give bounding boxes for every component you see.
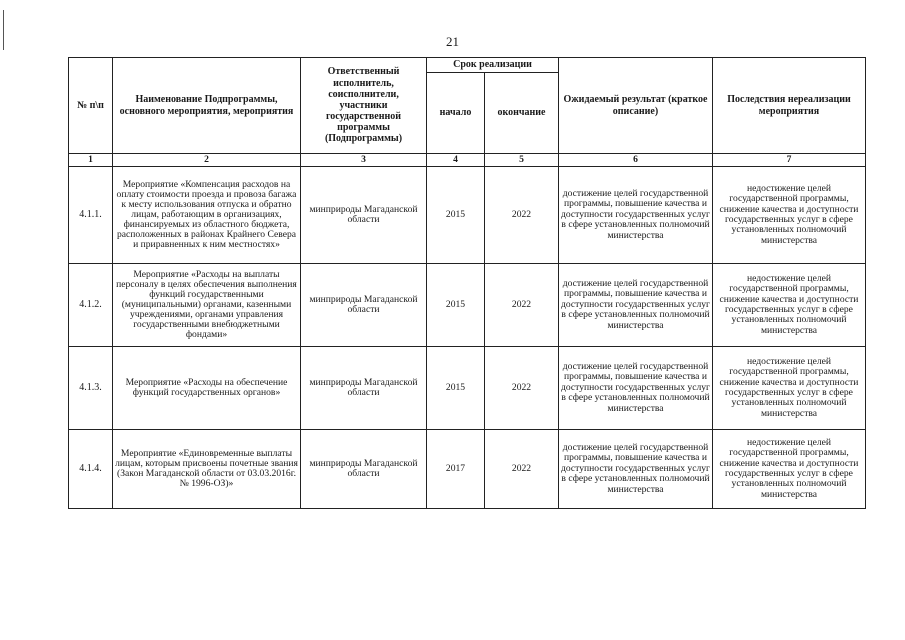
expected-result: достижение целей государственной программы, повышение качества и доступности государственных услуг в сфере установленных полномочий министерства xyxy=(559,430,713,509)
header-start: начало xyxy=(427,73,485,154)
term-end: 2022 xyxy=(485,167,559,264)
non-implementation-consequences: недостижение целей государственной программы, снижение качества и доступности государственных услуг в сфере установленных полномочий министерства xyxy=(713,264,866,347)
header-num: № п\п xyxy=(69,58,113,154)
activity-name: Мероприятие «Расходы на выплаты персоналу в целях обеспечения выполнения функций государственными (муниципальными) органами, казенными учреждениями, органами управления государственными внебюджетными фондами» xyxy=(113,264,301,347)
table-header-row xyxy=(69,58,866,73)
column-number: 6 xyxy=(559,154,713,167)
column-number: 2 xyxy=(113,154,301,167)
term-end: 2022 xyxy=(485,264,559,347)
activity-name: Мероприятие «Компенсация расходов на оплату стоимости проезда и провоза багажа к месту использования отпуска и обратно лицам, работающим в организациях, финансируемых из областного бюджета, расположенных в районах Крайнего Севера и приравненных к ним местностях» xyxy=(113,167,301,264)
header-term: Срок реализации xyxy=(427,58,559,73)
table-row xyxy=(69,347,866,430)
non-implementation-consequences: недостижение целей государственной программы, снижение качества и доступности государственных услуг в сфере установленных полномочий министерства xyxy=(713,430,866,509)
header-result: Ожидаемый результат (краткое описание) xyxy=(559,58,713,154)
column-number: 4 xyxy=(427,154,485,167)
program-table xyxy=(68,57,866,509)
term-end: 2022 xyxy=(485,430,559,509)
activity-name: Мероприятие «Единовременные выплаты лицам, которым присвоены почетные звания (Закон Магаданской области от 03.03.2016г. № 1996-ОЗ)» xyxy=(113,430,301,509)
non-implementation-consequences: недостижение целей государственной программы, снижение качества и доступности государственных услуг в сфере установленных полномочий министерства xyxy=(713,167,866,264)
table-row xyxy=(69,430,866,509)
header-end: окончание xyxy=(485,73,559,154)
table-row xyxy=(69,167,866,264)
responsible-executor: минприроды Магаданской области xyxy=(301,167,427,264)
column-numbers-row xyxy=(69,154,866,167)
row-number: 4.1.4. xyxy=(69,430,113,509)
header-consequences: Последствия нереализации мероприятия xyxy=(713,58,866,154)
row-number: 4.1.3. xyxy=(69,347,113,430)
term-start: 2015 xyxy=(427,167,485,264)
activity-name: Мероприятие «Расходы на обеспечение функций государственных органов» xyxy=(113,347,301,430)
term-end: 2022 xyxy=(485,347,559,430)
responsible-executor: минприроды Магаданской области xyxy=(301,264,427,347)
responsible-executor: минприроды Магаданской области xyxy=(301,347,427,430)
header-name: Наименование Подпрограммы, основного мероприятия, мероприятия xyxy=(113,58,301,154)
expected-result: достижение целей государственной программы, повышение качества и доступности государственных услуг в сфере установленных полномочий министерства xyxy=(559,264,713,347)
column-number: 7 xyxy=(713,154,866,167)
term-start: 2017 xyxy=(427,430,485,509)
page-number: 21 xyxy=(446,34,459,49)
table-row xyxy=(69,264,866,347)
header-responsible: Ответственный исполнитель, соисполнители, участники государственной программы (Подпрограммы) xyxy=(301,58,427,154)
row-number: 4.1.2. xyxy=(69,264,113,347)
non-implementation-consequences: недостижение целей государственной программы, снижение качества и доступности государственных услуг в сфере установленных полномочий министерства xyxy=(713,347,866,430)
expected-result: достижение целей государственной программы, повышение качества и доступности государственных услуг в сфере установленных полномочий министерства xyxy=(559,167,713,264)
term-start: 2015 xyxy=(427,264,485,347)
column-number: 5 xyxy=(485,154,559,167)
column-number: 1 xyxy=(69,154,113,167)
row-number: 4.1.1. xyxy=(69,167,113,264)
term-start: 2015 xyxy=(427,347,485,430)
column-number: 3 xyxy=(301,154,427,167)
expected-result: достижение целей государственной программы, повышение качества и доступности государственных услуг в сфере установленных полномочий министерства xyxy=(559,347,713,430)
responsible-executor: минприроды Магаданской области xyxy=(301,430,427,509)
